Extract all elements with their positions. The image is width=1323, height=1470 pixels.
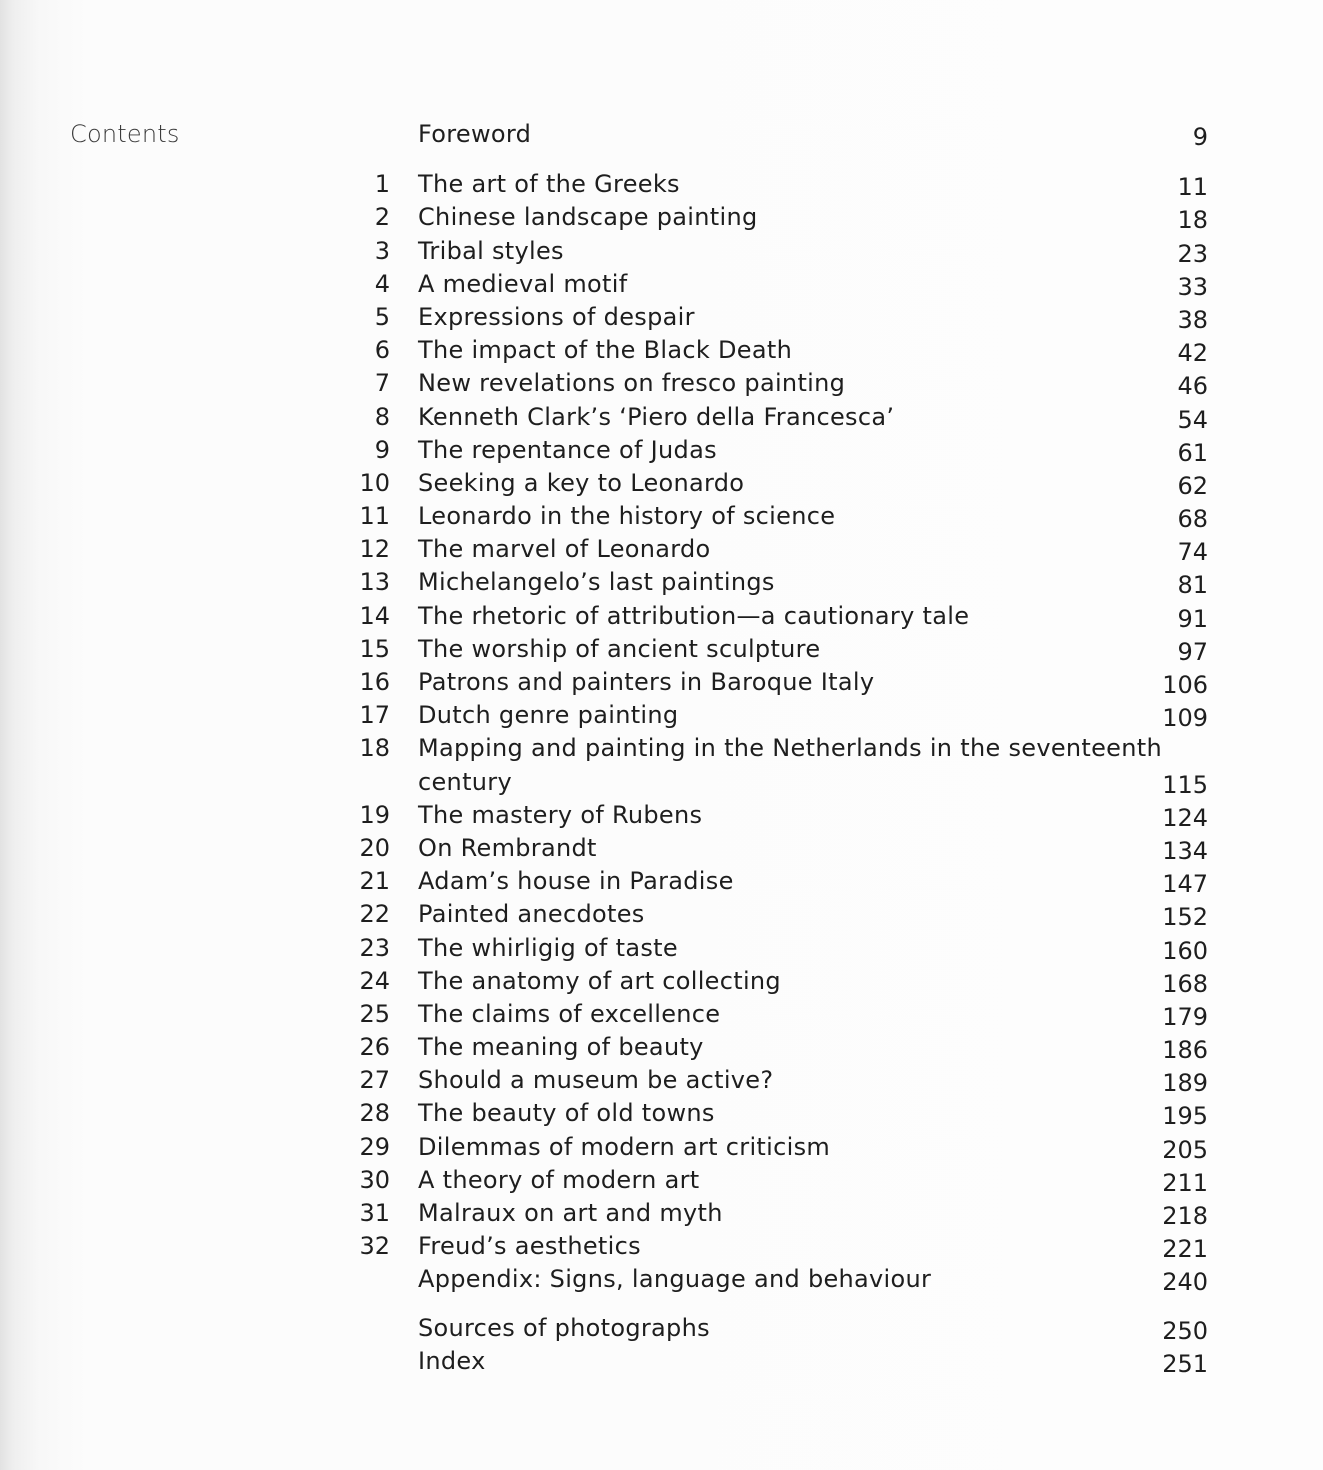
chapter-title: Dutch genre painting	[418, 701, 679, 730]
page-number: 189	[1162, 1069, 1208, 1098]
chapter-title: Index	[418, 1346, 486, 1375]
chapter-number: 21	[359, 867, 390, 896]
chapter-title: The claims of excellence	[418, 999, 721, 1028]
chapter-title: Leonardo in the history of science	[418, 502, 836, 531]
chapter-title: Appendix: Signs, language and behaviour	[418, 1265, 932, 1294]
chapter-title: The meaning of beauty	[418, 1033, 704, 1062]
contents-heading: Contents	[70, 120, 180, 148]
toc-entry	[340, 168, 1210, 201]
toc-entry	[340, 666, 1210, 699]
chapter-number: 13	[359, 568, 390, 597]
page-number: 240	[1162, 1268, 1208, 1297]
chapter-number: 20	[359, 833, 390, 862]
toc-entry	[340, 566, 1210, 599]
chapter-title: Freud’s aesthetics	[418, 1232, 641, 1261]
chapter-title: The beauty of old towns	[418, 1099, 715, 1128]
toc-entry	[340, 1345, 1210, 1378]
chapter-title: Michelangelo’s last paintings	[418, 568, 775, 597]
chapter-number: 1	[374, 170, 390, 199]
toc-entry	[340, 865, 1210, 898]
chapter-number: 7	[374, 369, 390, 398]
toc-entry	[340, 1263, 1210, 1296]
page-number: 186	[1162, 1036, 1208, 1065]
toc-entry	[340, 1064, 1210, 1097]
chapter-number: 27	[359, 1066, 390, 1095]
toc-entry	[340, 1230, 1210, 1263]
page-number: 106	[1162, 671, 1208, 699]
toc-entry	[340, 367, 1210, 400]
page-number: 33	[1177, 272, 1208, 301]
toc-entry	[340, 1031, 1210, 1064]
toc-entry	[340, 1131, 1210, 1164]
toc-entry	[340, 898, 1210, 931]
toc-entry	[340, 998, 1210, 1031]
page-number: 46	[1177, 372, 1208, 401]
chapter-number: 19	[359, 800, 390, 829]
table-of-contents	[340, 118, 1210, 1378]
page-number: 62	[1177, 471, 1208, 500]
toc-entry	[340, 1312, 1210, 1345]
chapter-number: 3	[374, 236, 390, 265]
chapter-title: Should a museum be active?	[418, 1066, 774, 1095]
toc-entry	[340, 633, 1210, 666]
page-number: 147	[1162, 870, 1208, 899]
toc-entry	[340, 699, 1210, 732]
chapter-number: 16	[359, 668, 390, 696]
toc-entry	[340, 832, 1210, 865]
chapter-title: Expressions of despair	[418, 302, 695, 331]
toc-entry	[340, 118, 1210, 151]
chapter-title: Mapping and painting in the Netherlands in the seventeenth	[418, 734, 1162, 763]
page-number: 218	[1162, 1202, 1208, 1230]
toc-entry	[340, 467, 1210, 500]
toc-entry	[340, 334, 1210, 367]
chapter-number: 9	[374, 435, 390, 464]
toc-entry	[340, 600, 1210, 633]
chapter-number: 4	[374, 269, 390, 298]
page-number: 109	[1162, 704, 1208, 733]
toc-entry	[340, 201, 1210, 234]
chapter-number: 10	[359, 468, 390, 497]
toc-entry	[340, 1197, 1210, 1230]
toc-entry	[340, 533, 1210, 566]
page-number: 134	[1162, 836, 1208, 865]
page-number: 42	[1177, 339, 1208, 368]
chapter-number: 12	[359, 535, 390, 564]
chapter-number: 11	[359, 502, 390, 531]
page-number: 124	[1162, 803, 1208, 832]
chapter-title: On Rembrandt	[418, 833, 597, 862]
chapter-title: The repentance of Judas	[418, 435, 717, 464]
chapter-number: 25	[359, 999, 390, 1028]
page-number: 81	[1177, 571, 1208, 600]
page-number: 61	[1177, 438, 1208, 467]
chapter-title: The worship of ancient sculpture	[418, 634, 821, 663]
chapter-title: The whirligig of taste	[418, 933, 678, 962]
chapter-title: Painted anecdotes	[418, 900, 645, 929]
chapter-number: 26	[359, 1033, 390, 1062]
chapter-number: 15	[359, 634, 390, 663]
toc-entry	[340, 235, 1210, 268]
chapter-title: A theory of modern art	[418, 1165, 700, 1194]
page-number: 54	[1177, 405, 1208, 434]
page-number: 74	[1177, 538, 1208, 567]
chapter-number: 8	[374, 402, 390, 431]
toc-entry	[340, 401, 1210, 434]
toc-entry	[340, 268, 1210, 301]
chapter-number: 18	[359, 734, 390, 763]
chapter-title: Seeking a key to Leonardo	[418, 468, 745, 497]
page-number: 91	[1177, 604, 1208, 633]
toc-entry	[340, 301, 1210, 334]
page-number: 115	[1162, 770, 1208, 799]
page-number: 68	[1177, 505, 1208, 534]
toc-entry	[340, 932, 1210, 965]
chapter-title: A medieval motif	[418, 269, 628, 298]
chapter-title: The mastery of Rubens	[418, 800, 703, 829]
chapter-title: The marvel of Leonardo	[418, 535, 711, 564]
chapter-number: 29	[359, 1132, 390, 1161]
toc-entry	[340, 1164, 1210, 1197]
toc-entry	[340, 799, 1210, 832]
chapter-number: 14	[359, 601, 390, 630]
toc-entry	[340, 732, 1210, 765]
page-number: 18	[1177, 206, 1208, 235]
chapter-title: Chinese landscape painting	[418, 203, 758, 232]
toc-entry	[340, 500, 1210, 533]
toc-entry	[340, 965, 1210, 998]
chapter-number: 2	[374, 203, 390, 232]
chapter-title: The anatomy of art collecting	[418, 966, 781, 995]
page-number: 211	[1162, 1168, 1208, 1197]
chapter-number: 5	[374, 302, 390, 331]
page-number: 195	[1162, 1102, 1208, 1131]
chapter-title: The impact of the Black Death	[418, 336, 793, 365]
chapter-title: The rhetoric of attribution—a cautionary tale	[418, 601, 970, 630]
chapter-number: 31	[359, 1199, 390, 1227]
chapter-title: Tribal styles	[418, 236, 564, 265]
page-number: 168	[1162, 969, 1208, 998]
chapter-title: Dilemmas of modern art criticism	[418, 1132, 831, 1161]
page-number: 23	[1177, 239, 1208, 268]
page-number: 152	[1162, 903, 1208, 932]
chapter-title: Sources of photographs	[418, 1313, 710, 1342]
chapter-title: New revelations on fresco painting	[418, 369, 846, 398]
page-number: 221	[1162, 1235, 1208, 1264]
page-number: 11	[1177, 173, 1208, 202]
chapter-title: Adam’s house in Paradise	[418, 867, 734, 896]
page-number: 9	[1192, 123, 1208, 151]
page-number: 250	[1162, 1316, 1208, 1345]
chapter-title: The art of the Greeks	[418, 170, 680, 199]
chapter-number: 30	[359, 1165, 390, 1194]
page-number: 251	[1162, 1349, 1208, 1378]
chapter-title: Patrons and painters in Baroque Italy	[418, 668, 875, 696]
chapter-number: 23	[359, 933, 390, 962]
page-number: 97	[1177, 637, 1208, 666]
page-number: 160	[1162, 936, 1208, 965]
page-number: 205	[1162, 1135, 1208, 1164]
page-number: 38	[1177, 305, 1208, 334]
page-number: 179	[1162, 1002, 1208, 1031]
chapter-number: 28	[359, 1099, 390, 1128]
chapter-number: 6	[374, 336, 390, 365]
chapter-number: 24	[359, 966, 390, 995]
toc-entry	[340, 766, 1210, 799]
chapter-title: Foreword	[418, 120, 532, 148]
chapter-title: century	[418, 767, 512, 796]
chapter-number: 22	[359, 900, 390, 929]
toc-entry	[340, 434, 1210, 467]
chapter-number: 32	[359, 1232, 390, 1261]
toc-entry	[340, 1097, 1210, 1130]
chapter-title: Malraux on art and myth	[418, 1199, 723, 1227]
chapter-title: Kenneth Clark’s ‘Piero della Francesca’	[418, 402, 895, 431]
chapter-number: 17	[359, 701, 390, 730]
